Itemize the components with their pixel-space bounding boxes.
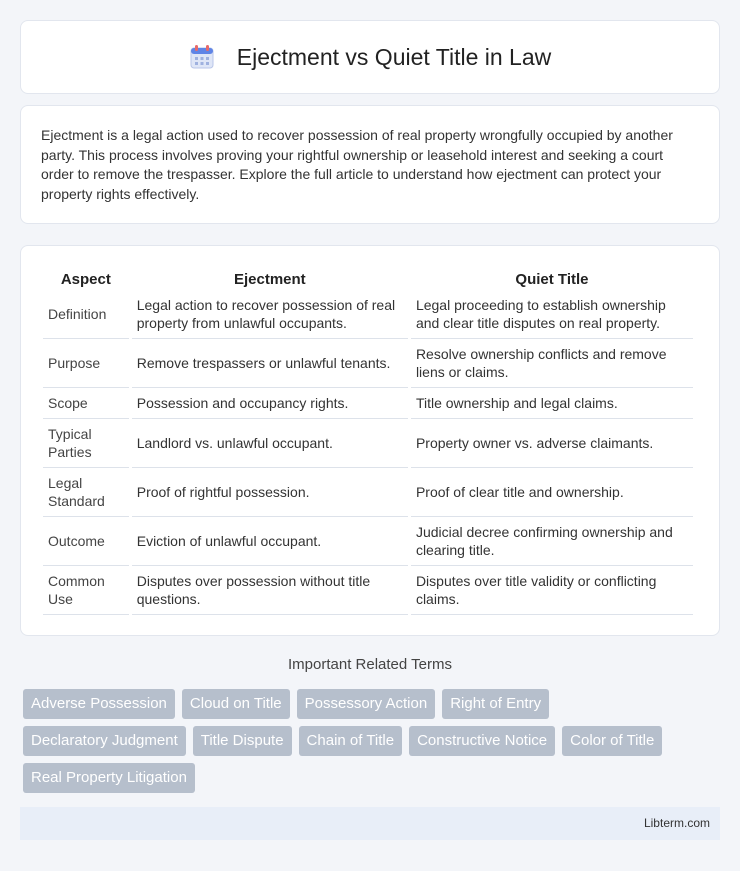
quiet-title-cell: Disputes over title validity or conflicting claims. bbox=[411, 566, 693, 615]
table-row bbox=[43, 339, 693, 388]
intro-text: Ejectment is a legal action used to recover possession of real property wrongfully occupied by another party. This process involves proving your rightful ownership or leasehold interest and seeking a court order to remove the trespasser. Explore the full article to understand how ejectment can protect your property rights effectively. bbox=[41, 127, 673, 202]
ejectment-cell: Disputes over possession without title questions. bbox=[132, 566, 408, 615]
quiet-title-cell: Proof of clear title and ownership. bbox=[411, 468, 693, 517]
table-row bbox=[43, 290, 693, 339]
footer bbox=[20, 807, 720, 840]
ejectment-cell: Landlord vs. unlawful occupant. bbox=[132, 419, 408, 468]
table-row bbox=[43, 468, 693, 517]
quiet-title-cell: Title ownership and legal claims. bbox=[411, 388, 693, 419]
header-card bbox=[20, 20, 720, 94]
column-header: Aspect bbox=[60, 270, 111, 288]
related-term-tag[interactable]: Right of Entry bbox=[442, 689, 549, 719]
ejectment-cell: Remove trespassers or unlawful tenants. bbox=[132, 339, 408, 388]
related-term-tag[interactable]: Color of Title bbox=[562, 726, 662, 756]
ejectment-cell: Proof of rightful possession. bbox=[132, 468, 408, 517]
table-row bbox=[43, 388, 693, 419]
table-row bbox=[43, 517, 693, 566]
ejectment-cell: Legal action to recover possession of real property from unlawful occupants. bbox=[132, 290, 408, 339]
quiet-title-cell: Property owner vs. adverse claimants. bbox=[411, 419, 693, 468]
table-row bbox=[43, 566, 693, 615]
footer-site-link[interactable]: Libterm.com bbox=[643, 816, 710, 830]
quiet-title-cell: Judicial decree confirming ownership and clearing title. bbox=[411, 517, 693, 566]
aspect-cell: Scope bbox=[43, 388, 129, 419]
aspect-cell: Definition bbox=[43, 290, 129, 339]
related-term-tag[interactable]: Possessory Action bbox=[297, 689, 436, 719]
aspect-cell: Outcome bbox=[43, 517, 129, 566]
related-terms-tags bbox=[23, 689, 713, 800]
related-term-tag[interactable]: Declaratory Judgment bbox=[23, 726, 186, 756]
related-term-tag[interactable]: Chain of Title bbox=[299, 726, 403, 756]
ejectment-cell: Possession and occupancy rights. bbox=[132, 388, 408, 419]
aspect-cell: Common Use bbox=[43, 566, 129, 615]
related-term-tag[interactable]: Constructive Notice bbox=[409, 726, 555, 756]
related-term-tag[interactable]: Adverse Possession bbox=[23, 689, 175, 719]
aspect-cell: Purpose bbox=[43, 339, 129, 388]
related-term-tag[interactable]: Real Property Litigation bbox=[23, 763, 195, 793]
calendar-icon bbox=[189, 44, 215, 70]
column-header: Ejectment bbox=[233, 270, 306, 288]
related-term-tag[interactable]: Title Dispute bbox=[193, 726, 292, 756]
quiet-title-cell: Resolve ownership conflicts and remove liens or claims. bbox=[411, 339, 693, 388]
ejectment-cell: Eviction of unlawful occupant. bbox=[132, 517, 408, 566]
intro-card bbox=[20, 105, 720, 224]
table-row bbox=[43, 419, 693, 468]
table-header-row bbox=[43, 268, 693, 290]
comparison-card bbox=[20, 245, 720, 636]
related-term-tag[interactable]: Cloud on Title bbox=[182, 689, 290, 719]
quiet-title-cell: Legal proceeding to establish ownership and clear title disputes on real property. bbox=[411, 290, 693, 339]
column-header: Quiet Title bbox=[515, 270, 589, 288]
comparison-table bbox=[40, 268, 696, 615]
related-terms-title: Important Related Terms bbox=[288, 656, 452, 673]
aspect-cell: Legal Standard bbox=[43, 468, 129, 517]
page-title: Ejectment vs Quiet Title in Law bbox=[236, 43, 552, 70]
aspect-cell: Typical Parties bbox=[43, 419, 129, 468]
